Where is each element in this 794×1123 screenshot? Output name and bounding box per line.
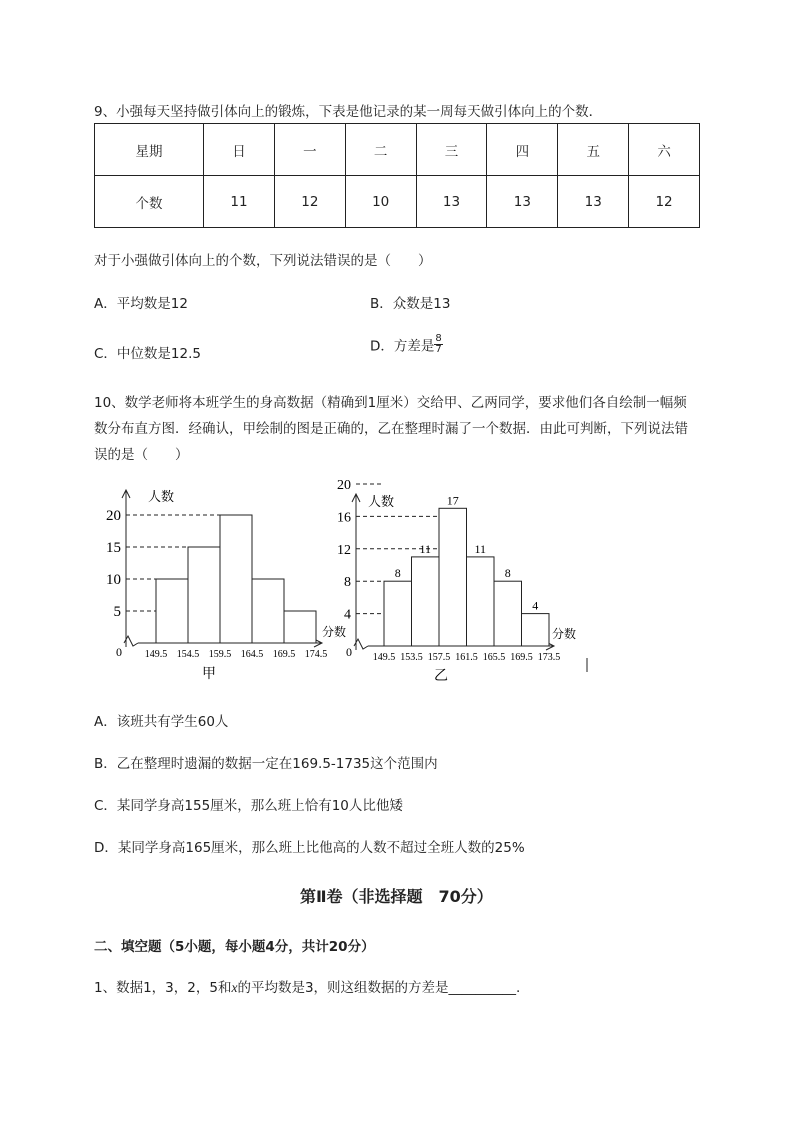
table-count: 13 xyxy=(487,176,558,228)
x-tick-label: 157.5 xyxy=(427,652,451,663)
table-header-label: 星期 xyxy=(95,124,204,176)
table-count: 12 xyxy=(274,176,345,228)
table-count: 13 xyxy=(558,176,629,228)
fraction xyxy=(434,334,442,355)
histogram-bar xyxy=(220,515,252,643)
y-tick-label: 15 xyxy=(106,540,121,556)
fill-q1-var: x xyxy=(231,980,238,995)
jia-xlabel: 分数 xyxy=(322,625,347,639)
q9-table xyxy=(94,123,700,228)
fill-q1-text: 1、数据1，3，2，5和 xyxy=(94,980,232,996)
histogram-bar xyxy=(467,557,495,646)
bar-data-label: 11 xyxy=(474,541,487,556)
y-tick-label: 5 xyxy=(113,604,121,620)
histogram-bar xyxy=(284,611,316,643)
table-day: 六 xyxy=(629,124,700,176)
table-count: 11 xyxy=(204,176,275,228)
jia-title: 甲 xyxy=(202,667,216,682)
q10-stem-line2: 数分布直方图．经确认，甲绘制的图是正确的，乙在整理时漏了一个数据．由此可判断，下列说法错 xyxy=(94,421,688,437)
fill-q1 xyxy=(94,976,520,996)
table-row-label: 个数 xyxy=(95,176,204,228)
y-tick-label: 16 xyxy=(337,510,351,526)
x-tick-label: 161.5 xyxy=(455,652,478,663)
fraction-numerator: 8 xyxy=(435,333,442,344)
bar-data-label: 17 xyxy=(446,493,459,508)
bar-data-label: 8 xyxy=(504,566,511,581)
table-row xyxy=(95,176,700,228)
histogram-bar xyxy=(412,557,440,646)
histogram-bar xyxy=(156,579,188,643)
q9-option-a: A．平均数是12 xyxy=(94,296,188,312)
table-day: 二 xyxy=(345,124,416,176)
table-day: 三 xyxy=(416,124,487,176)
jia-origin: 0 xyxy=(116,645,122,659)
q10-option-a: A．该班共有学生60人 xyxy=(94,714,229,730)
histogram-bar xyxy=(252,579,284,643)
table-day: 一 xyxy=(274,124,345,176)
x-tick-label: 164.5 xyxy=(240,649,264,660)
q9-option-b: B．众数是13 xyxy=(370,296,451,312)
table-day: 五 xyxy=(558,124,629,176)
x-tick-label: 173.5 xyxy=(537,652,561,663)
y-tick-label: 8 xyxy=(344,575,351,591)
q10-option-b: B．乙在整理时遗漏的数据一定在169.5-1735这个范围内 xyxy=(94,756,438,772)
yi-origin: 0 xyxy=(346,645,352,659)
y-tick-label: 10 xyxy=(106,572,121,588)
bar-data-label: 8 xyxy=(394,566,401,581)
q10-stem-line1: 10、数学老师将本班学生的身高数据（精确到1厘米）交给甲、乙两同学，要求他们各自绘制一幅频 xyxy=(94,395,687,411)
yi-ylabel: 人数 xyxy=(368,494,395,509)
yi-title: 乙 xyxy=(434,669,448,684)
y-tick-label: 12 xyxy=(337,542,351,558)
histogram-jia xyxy=(100,486,360,686)
bar-data-label: 4 xyxy=(532,598,539,613)
x-tick-label: 153.5 xyxy=(400,652,423,663)
yi-xlabel: 分数 xyxy=(552,627,577,641)
q10-option-c: C．某同学身高155厘米，那么班上恰有10人比他矮 xyxy=(94,798,403,814)
y-tick-label: 4 xyxy=(344,607,351,623)
y-tick-label: 20 xyxy=(106,508,121,524)
table-count: 10 xyxy=(345,176,416,228)
jia-ylabel: 人数 xyxy=(148,489,175,504)
bar-data-label: 11 xyxy=(419,541,432,556)
q9-option-d xyxy=(370,334,443,355)
histogram-yi xyxy=(337,478,600,686)
table-day: 日 xyxy=(204,124,275,176)
q9-option-c: C．中位数是12.5 xyxy=(94,346,201,362)
x-tick-label: 149.5 xyxy=(144,649,168,660)
q9-stem: 9、小强每天坚持做引体向上的锻炼，下表是他记录的某一周每天做引体向上的个数． xyxy=(94,104,603,120)
histogram-bar xyxy=(384,581,412,646)
histogram-bar xyxy=(494,581,522,646)
histogram-bar xyxy=(522,614,550,646)
histogram-bar xyxy=(188,547,220,643)
x-tick-label: 154.5 xyxy=(176,649,200,660)
fill-q1-rest: 的平均数是3，则这组数据的方差是__________. xyxy=(237,980,521,996)
section2-heading: 二、填空题（5小题，每小题4分，共计20分） xyxy=(94,939,375,955)
q10-option-d: D．某同学身高165厘米，那么班上比他高的人数不超过全班人数的25% xyxy=(94,840,525,856)
y-tick-label: 20 xyxy=(337,478,351,493)
table-day: 四 xyxy=(487,124,558,176)
table-count: 13 xyxy=(416,176,487,228)
fraction-denominator: 7 xyxy=(435,344,442,355)
x-tick-label: 169.5 xyxy=(272,649,296,660)
section2-title: 第Ⅱ卷（非选择题 70分） xyxy=(300,887,493,906)
x-tick-label: 159.5 xyxy=(208,649,232,660)
x-tick-label: 149.5 xyxy=(372,652,396,663)
x-tick-label: 165.5 xyxy=(482,652,506,663)
q10-stem-line3: 误的是（ ） xyxy=(94,447,189,463)
q9-question: 对于小强做引体向上的个数，下列说法错误的是（ ） xyxy=(94,253,432,269)
histogram-bar xyxy=(439,508,467,646)
table-row xyxy=(95,124,700,176)
x-tick-label: 174.5 xyxy=(304,649,328,660)
table-count: 12 xyxy=(629,176,700,228)
x-tick-label: 169.5 xyxy=(510,652,533,663)
q9-option-d-prefix: D．方差是 xyxy=(370,338,435,355)
